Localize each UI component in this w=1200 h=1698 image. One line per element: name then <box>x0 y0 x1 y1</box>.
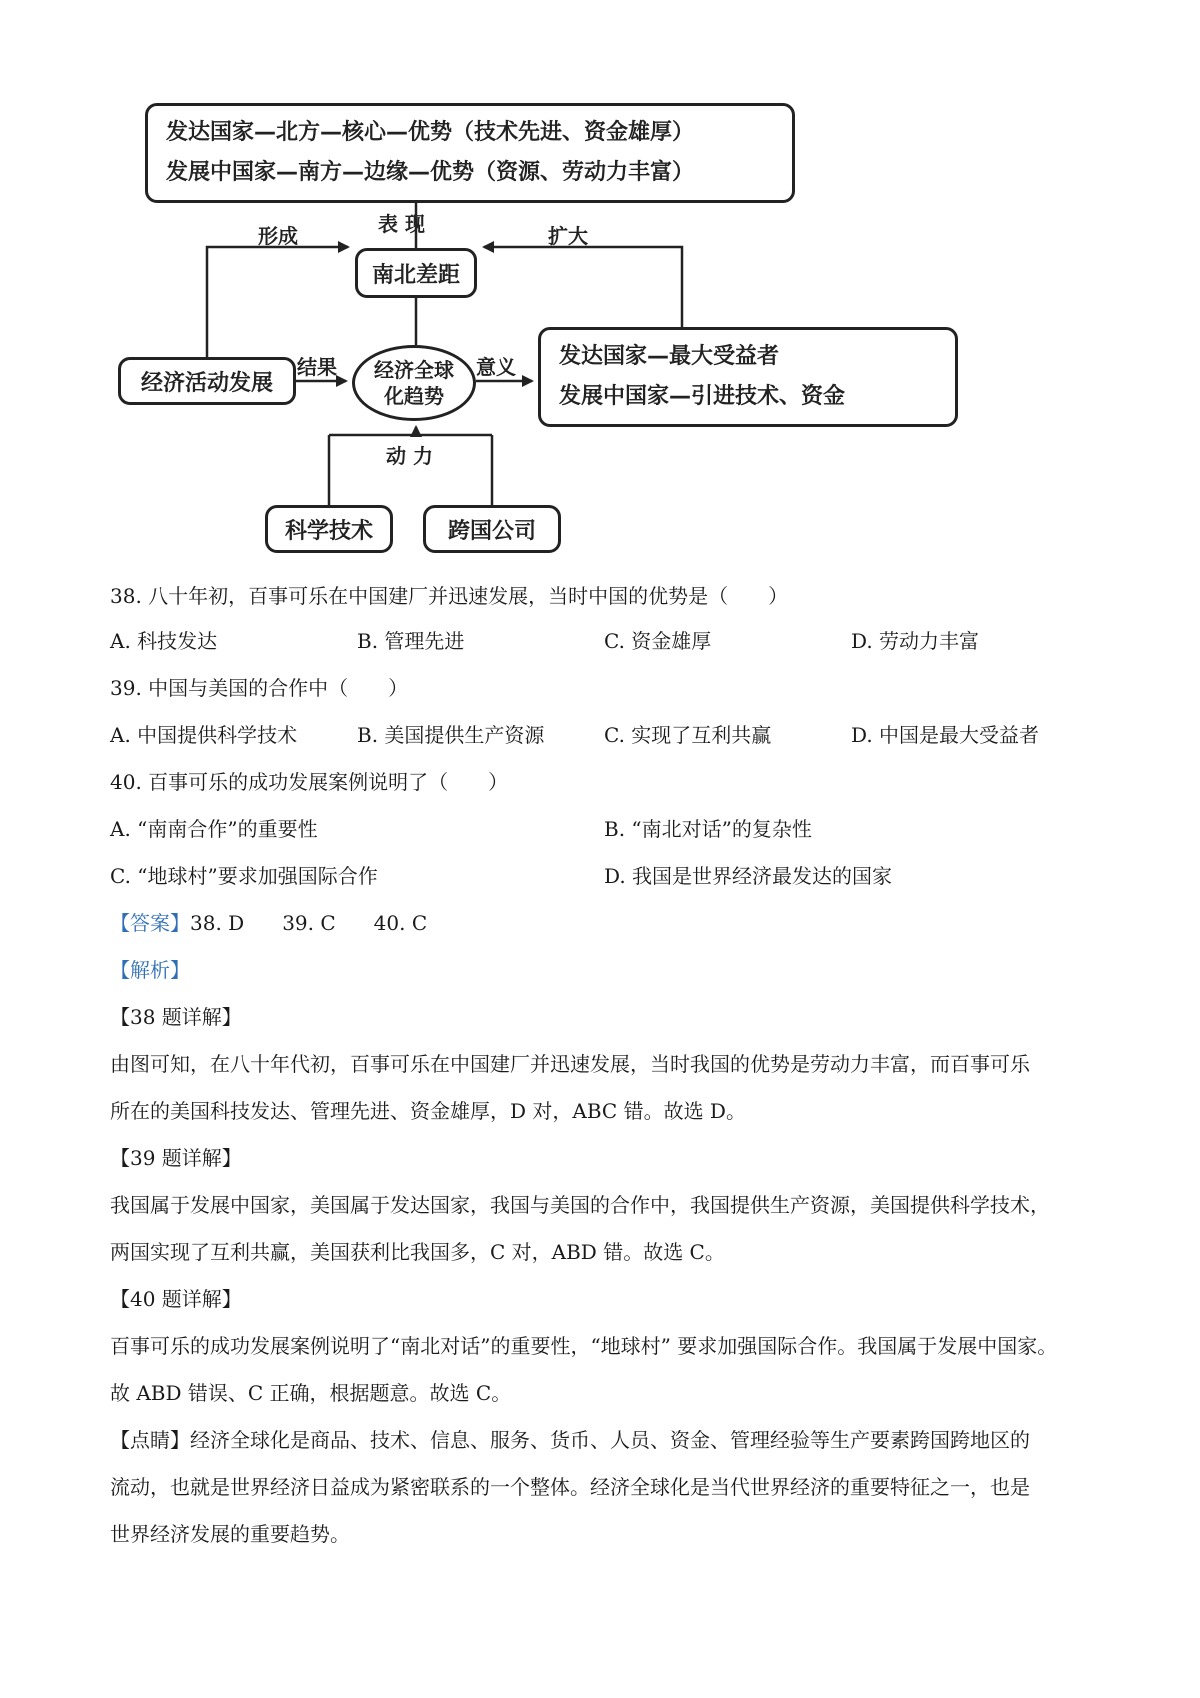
q38-option-c: C. 资金雄厚 <box>604 629 712 653</box>
q40-option-d: D. 我国是世界经济最发达的国家 <box>604 864 893 888</box>
label-biaoxian: 表 现 <box>378 212 425 236</box>
label-xingcheng: 形成 <box>258 224 298 248</box>
north-south-gap-box: 南北差距 <box>355 248 477 298</box>
science-tech-box: 科学技术 <box>265 505 393 553</box>
answer-38: 38. D <box>190 911 245 935</box>
explanation-40-line2: 故 ABD 错误、C 正确，根据题意。故选 C。 <box>110 1381 512 1405</box>
q39-option-a: A. 中国提供科学技术 <box>110 723 298 747</box>
label-jieguo: 结果 <box>297 355 337 379</box>
heading-40: 【40 题详解】 <box>110 1287 242 1311</box>
right-box-line2: 发展中国家—引进技术、资金 <box>559 384 846 409</box>
globalization-ellipse <box>352 345 476 421</box>
q38-option-a: A. 科技发达 <box>110 629 218 653</box>
arrow-form <box>207 247 348 357</box>
q39-option-b: B. 美国提供生产资源 <box>357 723 545 747</box>
key-point-line1: 【点睛】经济全球化是商品、技术、信息、服务、货币、人员、资金、管理经验等生产要素跨国跨地区的 <box>110 1428 1030 1452</box>
q40-option-a: A. “南南合作”的重要性 <box>110 817 318 841</box>
developed-developing-box <box>145 103 795 203</box>
explanation-38-line2: 所在的美国科技发达、管理先进、资金雄厚，D 对，ABC 错。故选 D。 <box>110 1099 746 1123</box>
answer-40: 40. C <box>373 911 428 935</box>
label-kuoda: 扩大 <box>548 224 588 248</box>
answer-line <box>110 907 427 936</box>
top-box-line1: 发达国家—北方—核心—优势（技术先进、资金雄厚） <box>166 120 695 145</box>
explanation-39-line1: 我国属于发展中国家，美国属于发达国家，我国与美国的合作中，我国提供生产资源，美国提供科学技术， <box>110 1193 1050 1217</box>
key-point-line2: 流动，也就是世界经济日益成为紧密联系的一个整体。经济全球化是当代世界经济的重要特征之一，也是 <box>110 1475 1030 1499</box>
concept-diagram <box>110 95 960 560</box>
q39-option-c: C. 实现了互利共赢 <box>604 723 772 747</box>
right-box-line1: 发达国家—最大受益者 <box>559 344 780 369</box>
q40-option-c: C. “地球村”要求加强国际合作 <box>110 864 378 888</box>
q39-stem: 39. 中国与美国的合作中（ ） <box>110 676 409 700</box>
economic-activity-box: 经济活动发展 <box>118 357 296 405</box>
q39-option-d: D. 中国是最大受益者 <box>851 723 1040 747</box>
q40-stem: 40. 百事可乐的成功发展案例说明了（ ） <box>110 770 509 794</box>
explanation-38-line1: 由图可知，在八十年代初，百事可乐在中国建厂并迅速发展，当时我国的优势是劳动力丰富，而百事可乐 <box>110 1052 1030 1076</box>
key-point-line3: 世界经济发展的重要趋势。 <box>110 1522 350 1546</box>
q38-stem: 38. 八十年初，百事可乐在中国建厂并迅速发展，当时中国的优势是（ ） <box>110 584 789 608</box>
heading-38: 【38 题详解】 <box>110 1005 242 1029</box>
q38-option-b: B. 管理先进 <box>357 629 465 653</box>
label-yiyi: 意义 <box>476 355 516 379</box>
ellipse-line1: 经济全球 <box>374 358 454 382</box>
q38-option-d: D. 劳动力丰富 <box>851 629 980 653</box>
explanation-39-line2: 两国实现了互利共赢，美国获利比我国多，C 对，ABD 错。故选 C。 <box>110 1240 725 1264</box>
q40-option-b: B. “南北对话”的复杂性 <box>604 817 812 841</box>
answer-tag: 【答案】 <box>110 911 190 935</box>
multinational-box: 跨国公司 <box>423 505 561 553</box>
label-dongli: 动 力 <box>386 444 433 468</box>
top-box-line2: 发展中国家—南方—边缘—优势（资源、劳动力丰富） <box>166 160 695 185</box>
arrow-expand <box>484 247 682 327</box>
heading-39: 【39 题详解】 <box>110 1146 242 1170</box>
beneficiary-box <box>538 327 958 427</box>
answer-39: 39. C <box>282 911 336 935</box>
explanation-40-line1: 百事可乐的成功发展案例说明了“南北对话”的重要性，“地球村” 要求加强国际合作。我国属于发展中国家。 <box>110 1334 1058 1358</box>
analysis-tag: 【解析】 <box>110 958 190 982</box>
ellipse-line2: 化趋势 <box>384 384 444 408</box>
